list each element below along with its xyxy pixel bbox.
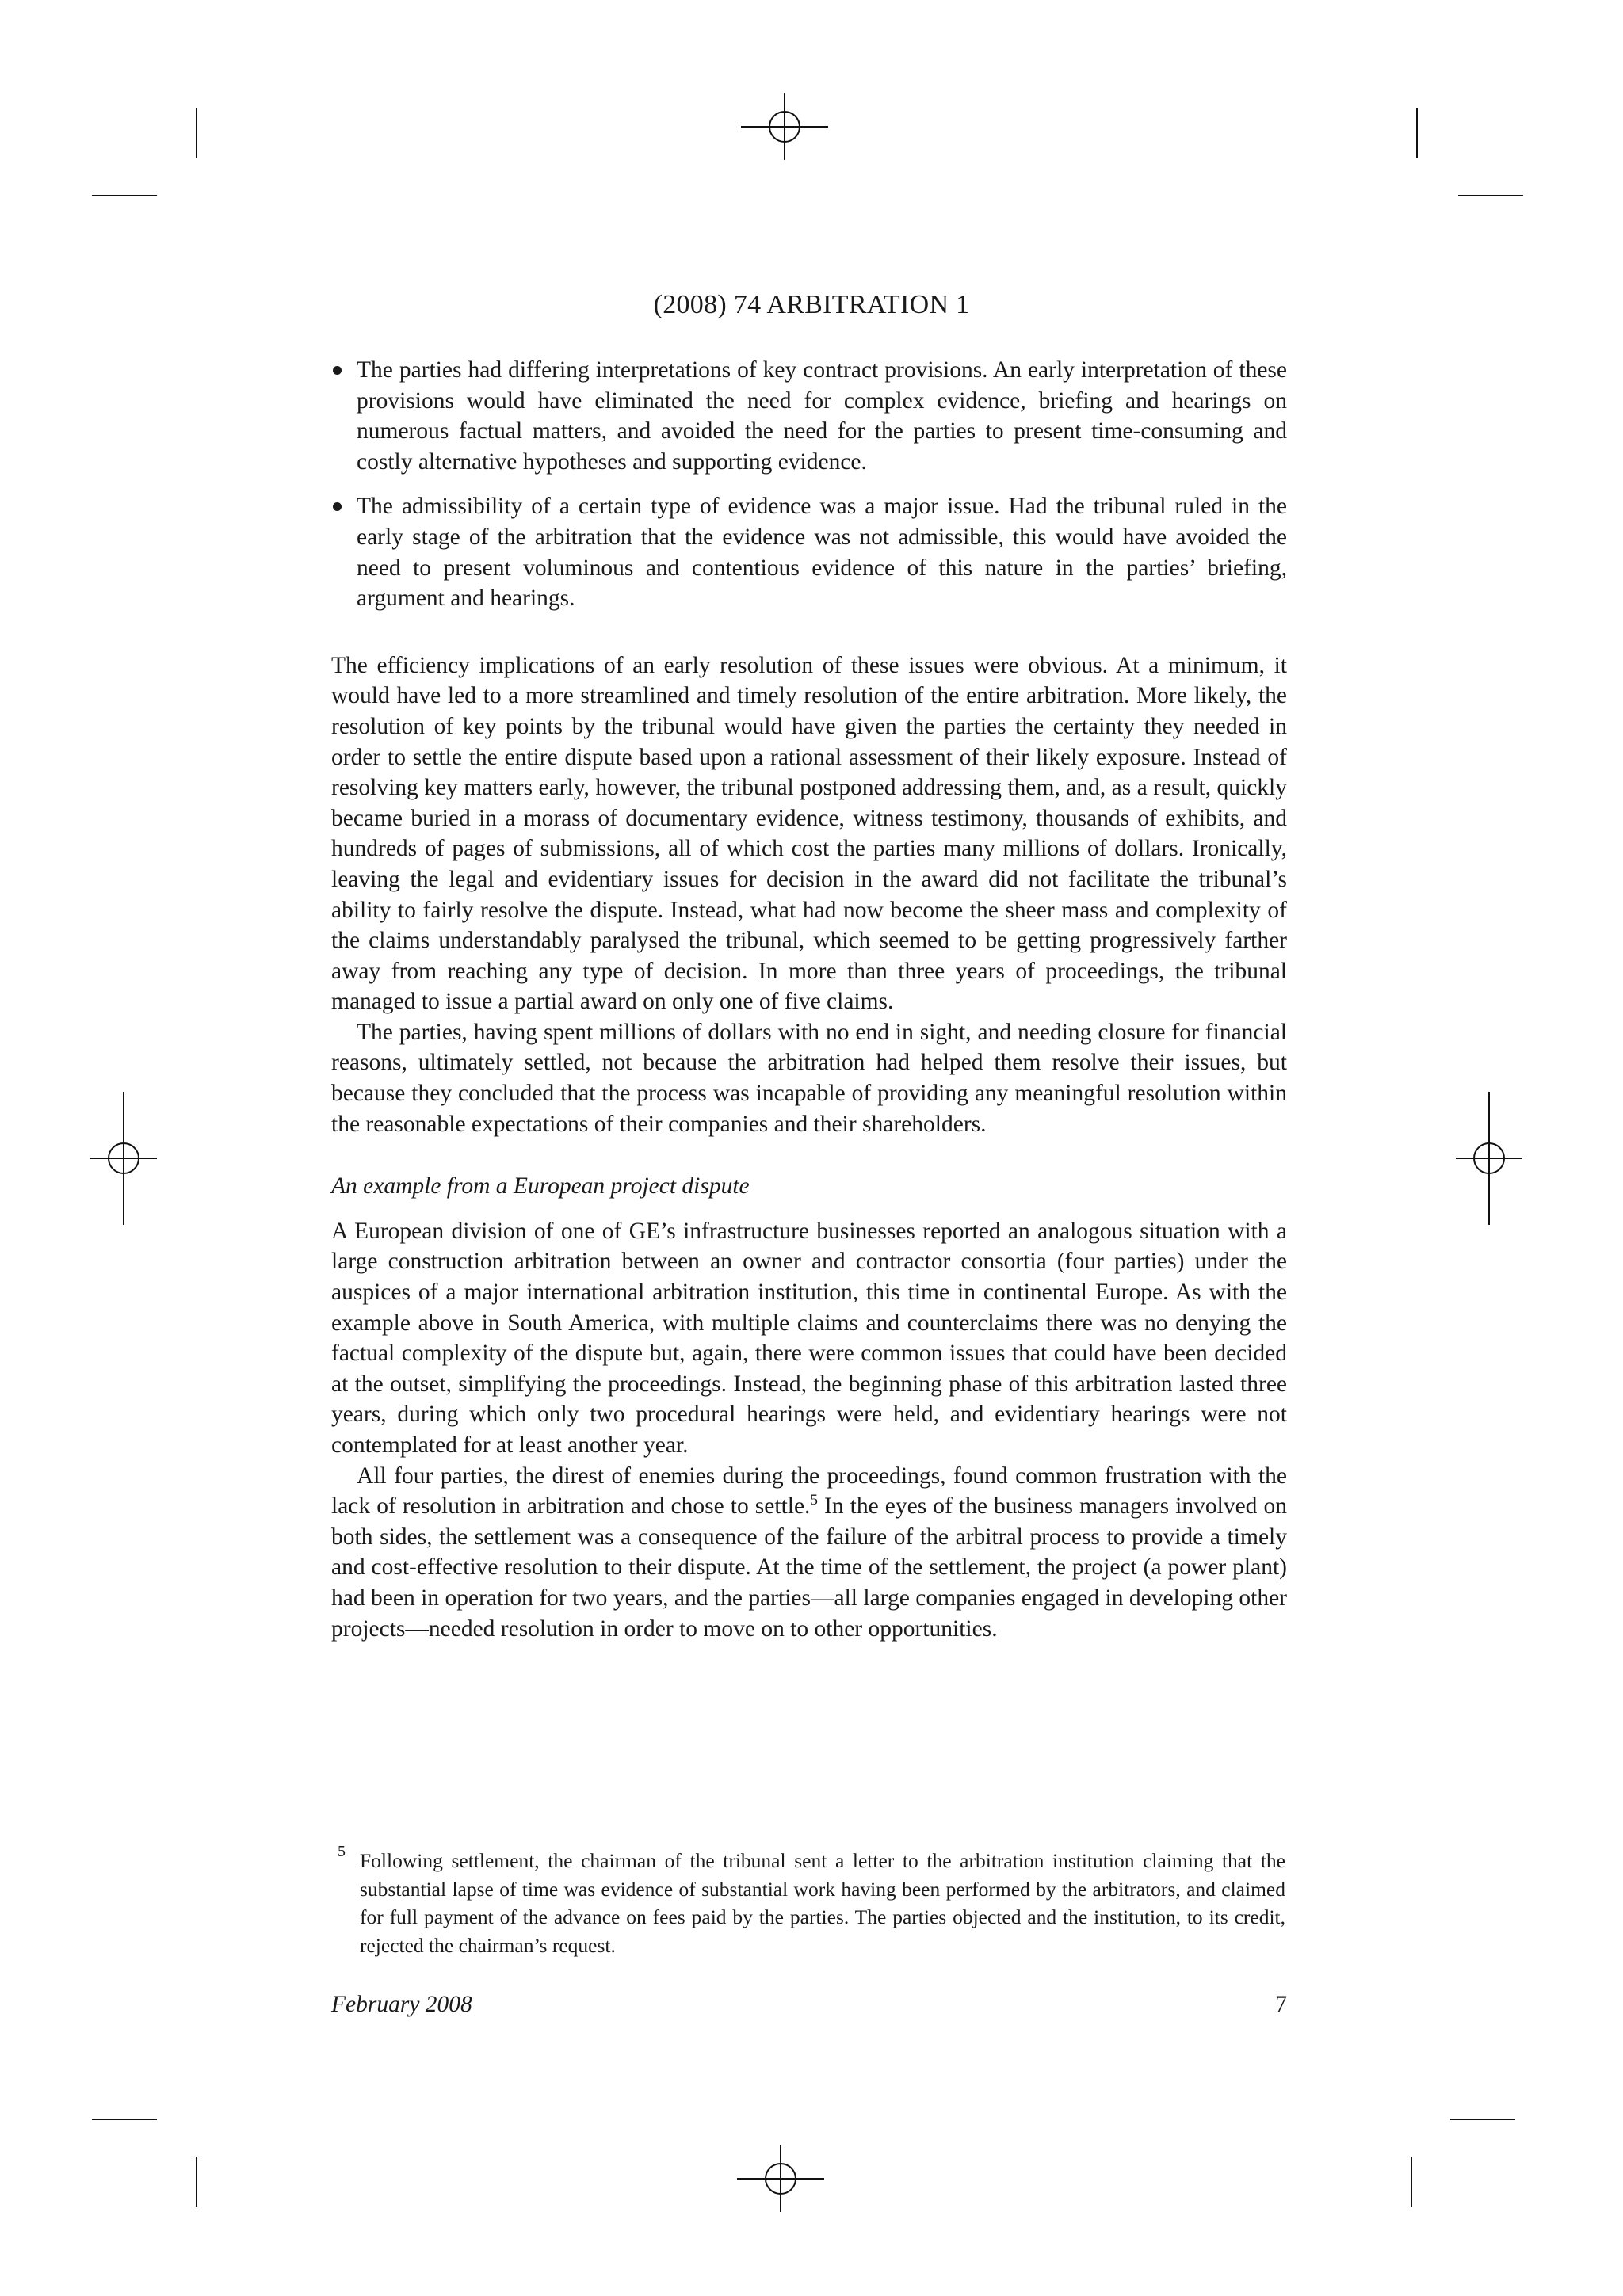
crop-mark-top-left-v — [196, 108, 197, 158]
crop-mark-bottom-right-h — [1450, 2119, 1515, 2120]
crop-mark-bottom-left-h — [92, 2119, 157, 2120]
page-body — [331, 355, 1287, 1644]
registration-mark-left — [90, 1092, 157, 1225]
crop-mark-top-right-h — [1458, 195, 1523, 196]
bullet-list — [331, 355, 1287, 614]
footnote-text: Following settlement, the chairman of the tribunal sent a letter to the arbitration institution claiming that the substantial lapse of time was evidence of substantial work having been performed by the arbitrators, and claimed for full payment of the advance on fees paid by the parties. The parties objected and the institution, to its credit, rejected the chairman’s request. — [360, 1849, 1285, 1957]
bullet-icon — [333, 366, 342, 375]
bullet-item — [331, 355, 1287, 477]
bullet-text: The admissibility of a certain type of evidence was a major issue. Had the tribunal ruled in the early stage of the arbitration that the evidence was not admissible, this would have avoided the need to present voluminous and contentious evidence of this nature in the parties’ briefing, argument and hearings. — [357, 494, 1287, 612]
running-head: (2008) 74 ARBITRATION 1 — [653, 290, 970, 319]
bullet-icon — [333, 502, 342, 511]
crop-mark-top-left-h — [92, 195, 157, 196]
footnote — [338, 1843, 1285, 1959]
registration-mark-bottom — [737, 2145, 824, 2212]
paragraph-text: All four parties, the direst of enemies during the proceedings, found common frustration with the lack of resolution in arbitration and chose to settle. — [331, 1463, 1287, 1520]
page-footer — [331, 1992, 1287, 2018]
paragraph: The efficiency implications of an early resolution of these issues were obvious. At a minimum, it would have led to a more streamlined and timely resolution of the entire arbitration. More likely, the resolution of key points by the tribunal would have given the parties the certainty they needed in order to settle the entire dispute based upon a rational assessment of their likely exposure. Instead of resolving key matters early, however, the tribunal postponed addressing them, and, as a result, quickly became buried in a morass of documentary evidence, witness testimony, thousands of exhibits, and hundreds of pages of submissions, all of which cost the parties many millions of dollars. Ironically, leaving the legal and evidentiary issues for decision in the award did not facilitate the tribunal’s ability to fairly resolve the dispute. Instead, what had now become the sheer mass and complexity of the claims understandably paralysed the tribunal, which seemed to be getting progressively farther away from reaching any type of decision. In more than three years of proceedings, the tribunal managed to issue a partial award on only one of five claims. — [331, 652, 1287, 1015]
registration-mark-right — [1456, 1092, 1522, 1225]
crop-mark-bottom-left-v — [196, 2157, 197, 2207]
paragraph: A European division of one of GE’s infrastructure businesses reported an analogous situation with a large construction arbitration between an owner and contractor consortia (four parties) under the auspices of a major international arbitration institution, this time in continental Europe. As with the example above in South America, with multiple claims and counterclaims there was no denying the factual complexity of the dispute but, again, there were common issues that could have been decided at the outset, simplifying the proceedings. Instead, the beginning phase of this arbitration lasted three years, during which only two procedural hearings were held, and evidentiary hearings were not contemplated for at least another year. — [331, 1218, 1287, 1458]
footer-date: February 2008 — [331, 1992, 472, 2017]
crop-mark-top-right-v — [1416, 108, 1418, 158]
section-subheading: An example from a European project dispute — [331, 1173, 750, 1199]
bullet-text: The parties had differing interpretations of key contract provisions. An early interpretation of these provisions would have eliminated the need for complex evidence, briefing and hearings on numerous factual matters, and avoided the need for the parties to present time-consuming and costly alternative hypotheses and supporting evidence. — [357, 357, 1287, 475]
page-number: 7 — [1275, 1992, 1287, 2017]
bullet-item — [331, 491, 1287, 613]
crop-mark-bottom-right-v — [1411, 2157, 1412, 2207]
registration-mark-top — [741, 93, 828, 160]
paragraph: The parties, having spent millions of dollars with no end in sight, and needing closure for financial reasons, ultimately settled, not because the arbitration had helped them resolve their issues, but because they concluded that the process was incapable of providing any meaningful resolution within the reasonable expectations of their companies and their shareholders. — [331, 1019, 1287, 1137]
footnote-reference[interactable]: 5 — [810, 1492, 818, 1509]
paragraph-text: In the eyes of the business managers involved on both sides, the settlement was a consequence of the failure of the arbitral process to provide a timely and cost-effective resolution to their dispute. At the time of the settlement, the project (a power plant) had been in operation for two years, and the parties—all large companies engaged in developing other projects—needed resolution in order to move on to other opportunities. — [331, 1493, 1287, 1642]
paragraph — [331, 1461, 1287, 1645]
footnote-number: 5 — [338, 1843, 346, 1860]
